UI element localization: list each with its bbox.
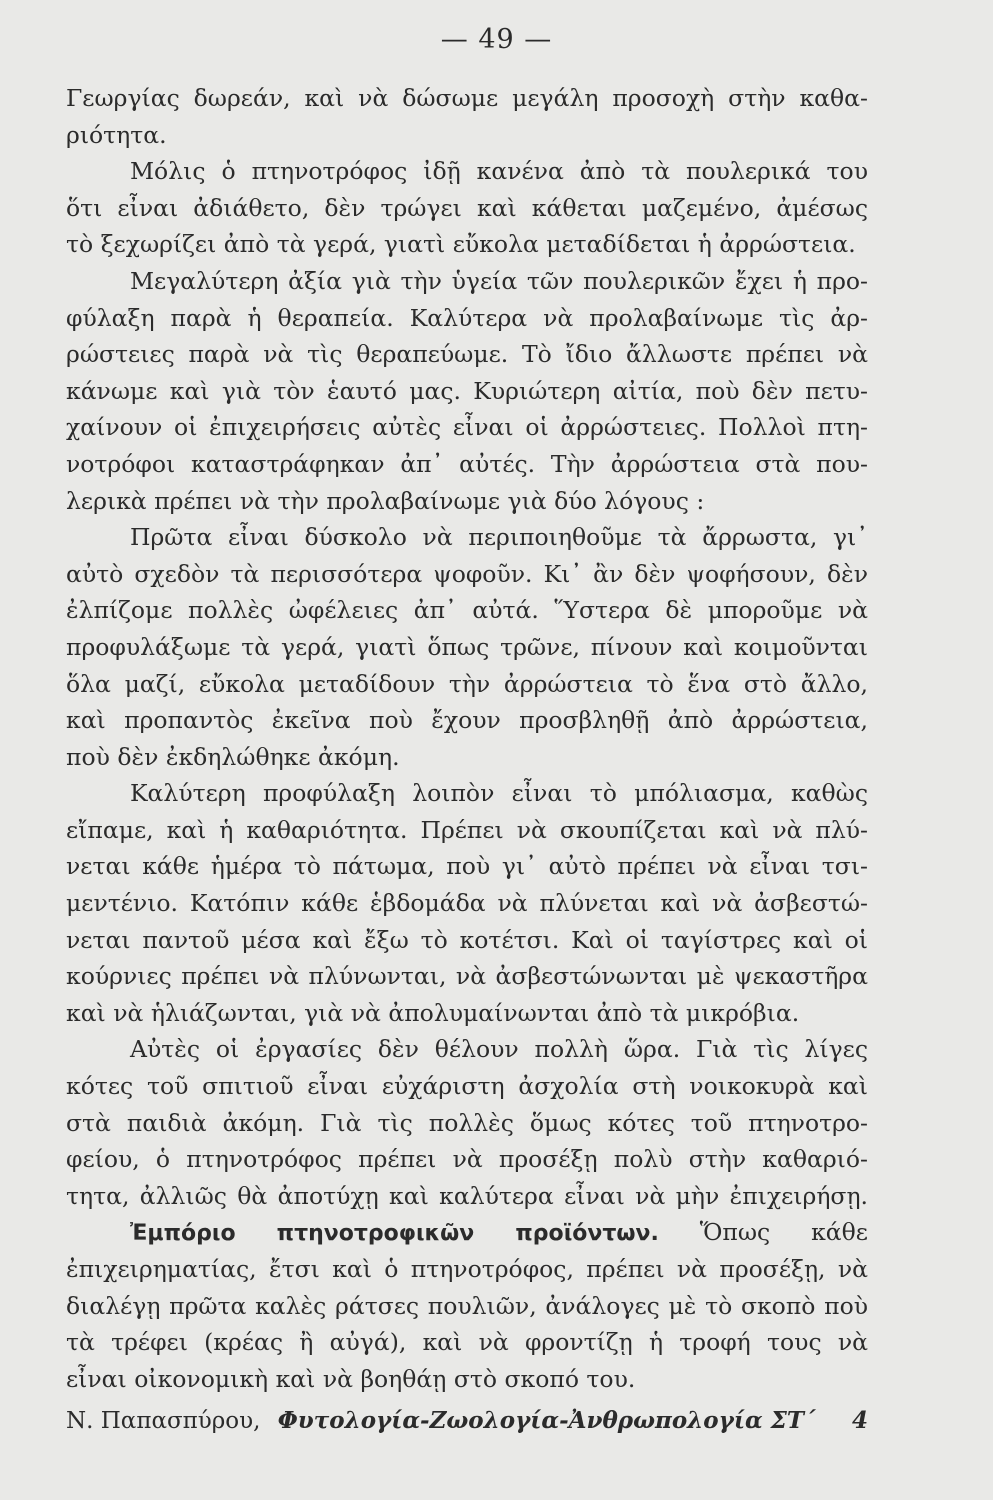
text-line: Μόλις ὁ πτηνοτρόφος ἰδῇ κανένα ἀπὸ τὰ πουλερικά του [130,157,868,186]
text-line: εἴπαμε, καὶ ἡ καθαριότητα. Πρέπει νὰ σκουπίζεται καὶ νὰ πλύ- [66,815,868,844]
text-line: ἐπιχειρηματίας, ἔτσι καὶ ὁ πτηνοτρόφος, πρέπει νὰ προσέξῃ, νὰ [66,1255,868,1283]
text-line: νεται κάθε ἡμέρα τὸ πάτωμα, ποὺ γι᾿ αὐτὸ πρέπει νὰ εἶναι τσι- [66,852,868,881]
text-line: τὸ ξεχωρίζει ἀπὸ τὰ γερά, γιατὶ εὔκολα μεταδίδεται ἡ ἀρρώστεια. [66,230,856,259]
text-line: προφυλάξωμε τὰ γερά, γιατὶ ὅπως τρῶνε, πίνουν καὶ κοιμοῦνται [66,632,868,661]
text-line: αὐτὸ σχεδὸν τὰ περισσότερα ψοφοῦν. Κι᾿ ἂν δὲν ψοφήσουν, δὲν [66,559,868,588]
text-line: Μεγαλύτερη ἀξία γιὰ τὴν ὑγεία τῶν πουλερικῶν ἔχει ἡ προ- [130,266,868,295]
text-line: φείου, ὁ πτηνοτρόφος πρέπει νὰ προσέξῃ πολὺ στὴν καθαριό- [66,1145,868,1174]
text-line: ἐλπίζομε πολλὲς ὠφέλειες ἀπ᾿ αὐτά. Ὕστερα δὲ μποροῦμε νὰ [66,596,868,625]
text-line: τὰ τρέφει (κρέας ἢ αὐγά), καὶ νὰ φροντίζῃ ἡ τροφή τους νὰ [66,1328,868,1357]
text-fragment: Ὅπως κάθε [699,1218,868,1247]
text-line: νεται παντοῦ μέσα καὶ ἔξω τὸ κοτέτσι. Καὶ οἱ ταγίστρες καὶ οἱ [66,925,868,954]
text-line: ποὺ δὲν ἐκδηλώθηκε ἀκόμη. [66,742,400,771]
footer-book-title: Φυτολογία-Ζωολογία-Ἀνθρωπολογία ΣΤ΄ [277,1407,816,1434]
text-line: χαίνουν οἱ ἐπιχειρήσεις αὐτὲς εἶναι οἱ ἀρρώστειες. Πολλοὶ πτη- [66,413,868,442]
text-line: κάνωμε καὶ γιὰ τὸν ἑαυτό μας. Κυριώτερη αἰτία, ποὺ δὲν πετυ- [66,376,868,405]
text-line: εἶναι οἰκονομικὴ καὶ νὰ βοηθάῃ στὸ σκοπό του. [66,1364,636,1393]
section-heading: Ἐμπόριο πτηνοτροφικῶν προϊόντων. [130,1221,659,1247]
signature-mark: 4 [851,1407,868,1434]
page-number: — 49 — [440,24,553,55]
text-line: στὰ παιδιὰ ἀκόμη. Γιὰ τὶς πολλὲς ὅμως κότες τοῦ πτηνοτρο- [66,1108,868,1137]
text-line: ρώστειες παρὰ νὰ τὶς θεραπεύωμε. Τὸ ἴδιο ἄλλωστε πρέπει νὰ [66,340,868,369]
text-line: ριότητα. [66,120,167,149]
text-line: Αὐτὲς οἱ ἐργασίες δὲν θέλουν πολλὴ ὥρα. Γιὰ τὶς λίγες [130,1035,868,1064]
text-line: κότες τοῦ σπιτιοῦ εἶναι εὐχάριστη ἀσχολία στὴ νοικοκυρὰ καὶ [66,1072,868,1101]
text-line: Καλύτερη προφύλαξη λοιπὸν εἶναι τὸ μπόλιασμα, καθὼς [130,779,868,808]
text-line: διαλέγῃ πρῶτα καλὲς ράτσες πουλιῶν, ἀνάλογες μὲ τὸ σκοπὸ ποὺ [66,1291,868,1320]
text-line: φύλαξη παρὰ ἡ θεραπεία. Καλύτερα νὰ προλαβαίνωμε τὶς ἀρ- [66,303,868,332]
text-line: κούρνιες πρέπει νὰ πλύνωνται, νὰ ἀσβεστώνωνται μὲ ψεκαστῆρα [66,962,868,991]
text-line: μεντένιο. Κατόπιν κάθε ἑβδομάδα νὰ πλύνεται καὶ νὰ ἀσβεστώ- [66,889,868,918]
text-line: Πρῶτα εἶναι δύσκολο νὰ περιποιηθοῦμε τὰ ἄρρωστα, γι᾿ [130,523,868,552]
text-line: καὶ νὰ ἡλιάζωνται, γιὰ νὰ ἀπολυμαίνωνται ἀπὸ τὰ μικρόβια. [66,998,800,1027]
section-heading-line [66,1214,868,1251]
text-line: Γεωργίας δωρεάν, καὶ νὰ δώσωμε μεγάλη προσοχὴ στὴν καθα- [66,84,868,112]
footer-author: Ν. Παπασπύρου, [66,1408,261,1434]
text-line: νοτρόφοι καταστράφηκαν ἀπ᾿ αὐτές. Τὴν ἀρρώστεια στὰ που- [66,449,868,478]
text-line: καὶ προπαντὸς ἐκεῖνα ποὺ ἔχουν προσβληθῇ ἀπὸ ἀρρώστεια, [66,706,868,735]
text-line: ὅτι εἶναι ἀδιάθετο, δὲν τρώγει καὶ κάθεται μαζεμένο, ἀμέσως [66,193,868,222]
page-footer [66,1403,868,1439]
body-text [66,80,868,1397]
text-line: λερικὰ πρέπει νὰ τὴν προλαβαίνωμε γιὰ δύο λόγους : [66,486,705,515]
text-line: τητα, ἀλλιῶς θὰ ἀποτύχῃ καὶ καλύτερα εἶναι νὰ μὴν ἐπιχειρήσῃ. [66,1181,868,1210]
text-line: ὅλα μαζί, εὔκολα μεταδίδουν τὴν ἀρρώστεια τὸ ἕνα στὸ ἄλλο, [66,669,868,698]
